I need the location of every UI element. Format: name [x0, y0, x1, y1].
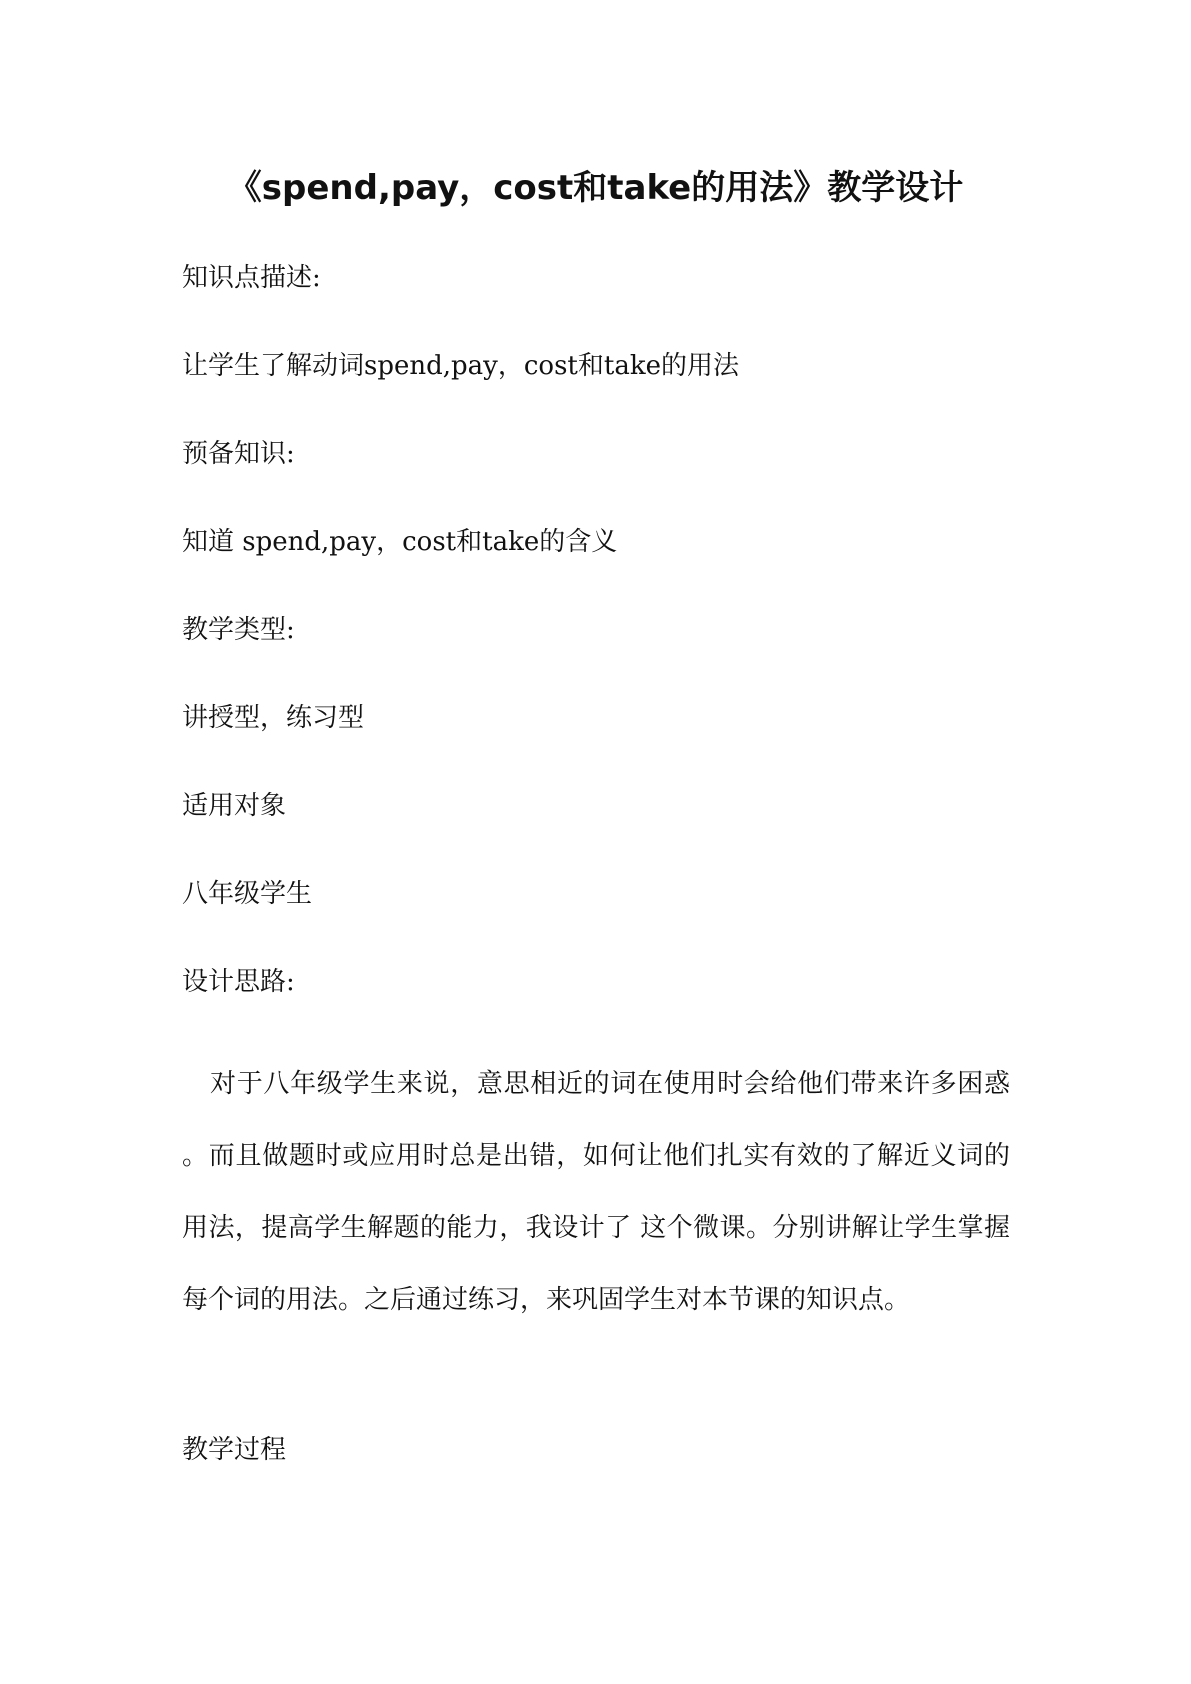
section-heading-knowledge: 知识点描述:: [182, 263, 321, 293]
section-heading-prerequisite: 预备知识:: [182, 439, 295, 469]
section-content-knowledge: 让学生了解动词spend,pay，cost和take的用法: [182, 351, 739, 381]
document-title: 《spend,pay，cost和take的用法》教学设计: [227, 168, 964, 208]
design-paragraph: 对于八年级学生来说，意思相近的词在使用时会给他们带来许多困惑 。而且做题时或应用时总是出错，如何让他们扎实有效的了解近义词的用法，提高学生解题的能力，我设计了 这个微课。分别讲解让学生掌握每个词的用法。之后通过练习，来巩固学生对本节课的知识点。: [182, 1069, 1010, 1315]
section-heading-audience: 适用对象: [182, 791, 287, 821]
section-heading-process: 教学过程: [182, 1435, 287, 1465]
section-heading-design: 设计思路:: [182, 967, 295, 997]
section-heading-teaching-type: 教学类型:: [182, 615, 295, 645]
section-content-prerequisite: 知道 spend,pay，cost和take的含义: [182, 527, 618, 557]
section-content-audience: 八年级学生: [182, 879, 313, 909]
section-content-teaching-type: 讲授型，练习型: [182, 703, 365, 733]
